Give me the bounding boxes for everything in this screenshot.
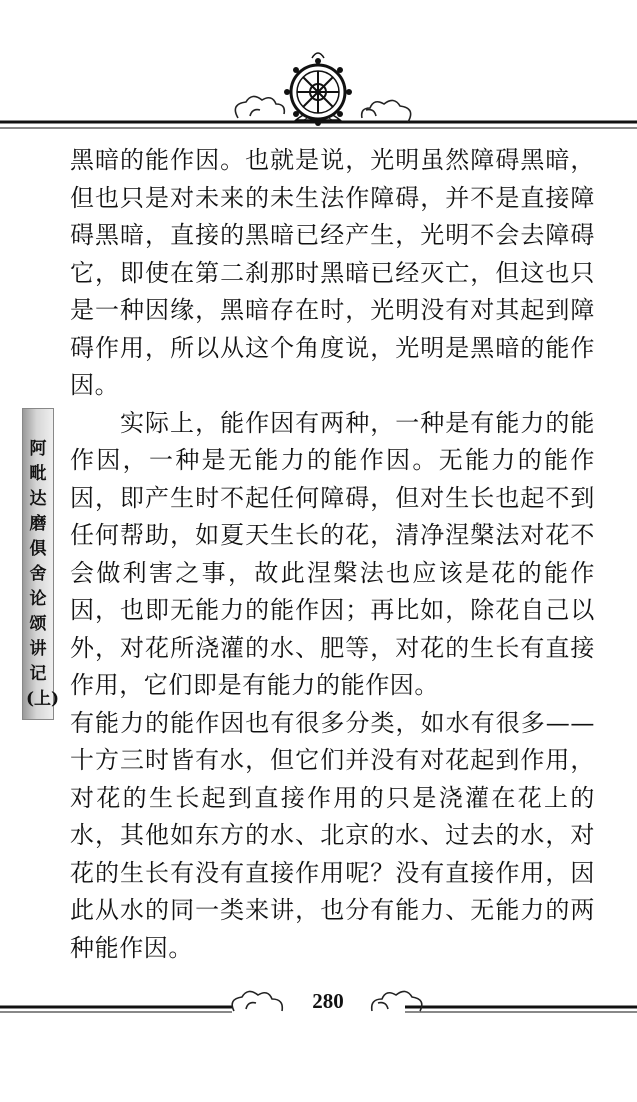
side-title-char: 俱 (29, 539, 47, 559)
side-title-char: 达 (29, 489, 47, 509)
paragraph: 黑暗的能作因。也就是说，光明虽然障碍黑暗，但也只是对未来的未生法作障碍，并不是直接障碍黑暗，直接的黑暗已经产生，光明不会去障碍它，即使在第二刹那时黑暗已经灭亡，但这也只是一种因缘，黑暗存在时，光明没有对其起到障碍作用，所以从这个角度说，光明是黑暗的能作因。 (70, 146, 595, 399)
page-header-ornament (0, 0, 637, 150)
side-title-char: 记 (29, 664, 47, 684)
main-body-text (70, 142, 595, 967)
side-title-char: 毗 (29, 464, 47, 484)
side-title-char: 论 (29, 589, 47, 609)
side-title-char: (上) (26, 689, 60, 709)
side-title-char: 讲 (29, 639, 47, 659)
side-book-title-tab (22, 408, 60, 720)
side-title-char: 舍 (29, 564, 47, 584)
side-title-char: 磨 (29, 514, 47, 534)
page-number: 280 (312, 989, 344, 1013)
side-title-char: 阿 (29, 439, 47, 459)
dharma-wheel-header-icon (0, 0, 637, 150)
side-title-char: 颂 (29, 614, 47, 634)
paragraph: 有能力的能作因也有很多分类，如水有很多——十方三时皆有水，但它们并没有对花起到作用，对花的生长起到直接作用的只是浇灌在花上的水，其他如东方的水、北京的水、过去的水，对花的生长有没有直接作用呢？没有直接作用，因此从水的同一类来讲，也分有能力、无能力的两种能作因。 (70, 708, 595, 962)
paragraph: 实际上，能作因有两种，一种是有能力的能作因，一种是无能力的能作因。无能力的能作因，即产生时不起任何障碍，但对生长也起不到任何帮助，如夏天生长的花，清净涅槃法对花不会做利害之事，故此涅槃法也应该是花的能作因，也即无能力的能作因；再比如，除花自己以外，对花所浇灌的水、肥等，对花的生长有直接作用，它们即是有能力的能作因。 (70, 408, 595, 699)
